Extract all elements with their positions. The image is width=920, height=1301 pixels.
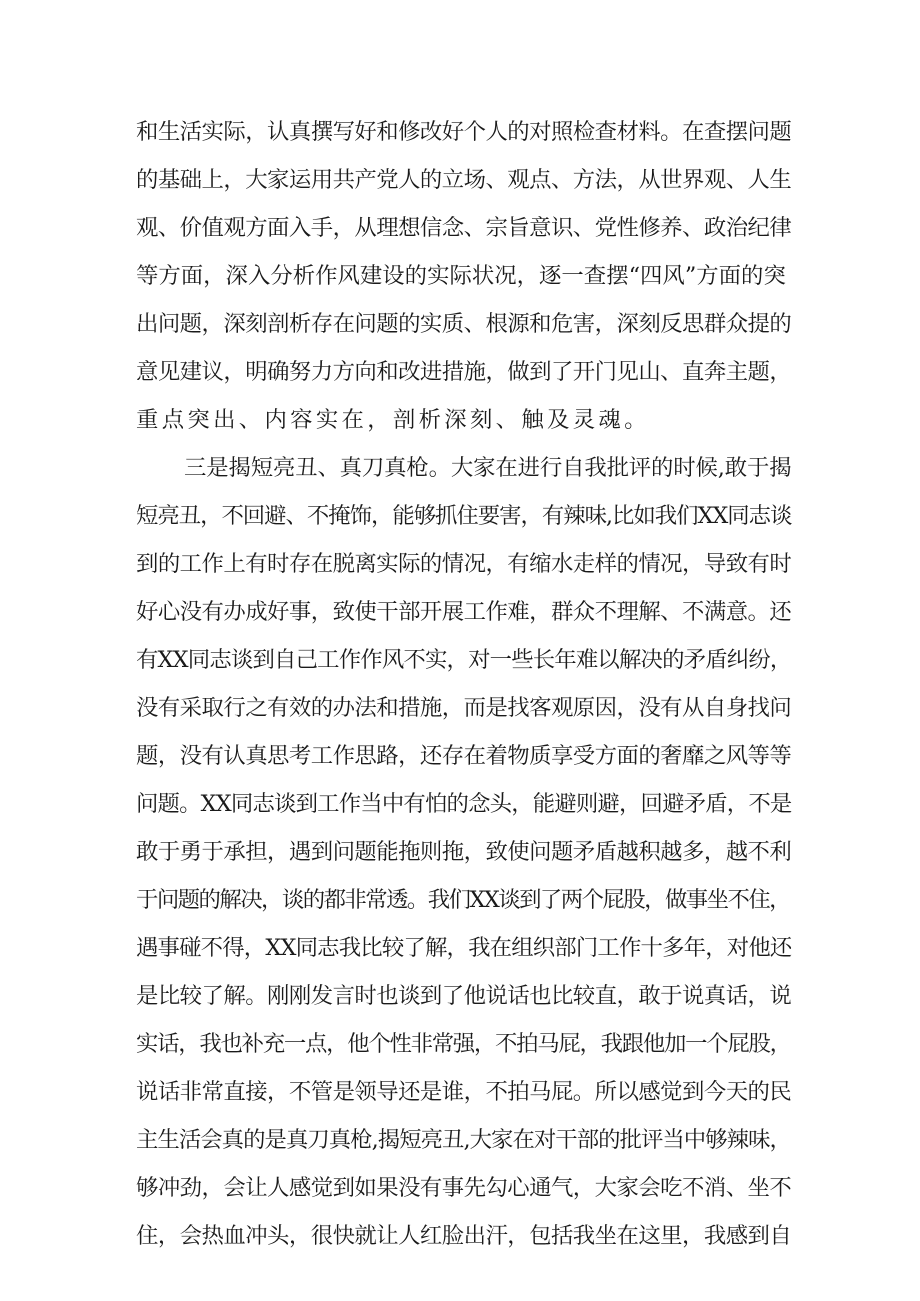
text-line: 出问题，深刻剖析存在问题的实质、根源和危害，深刻反思群众提的: [136, 311, 792, 337]
text-line: 说话非常直接，不管是领导还是谁，不拍马屁。所以感觉到今天的民: [136, 1079, 792, 1105]
text-line: 够冲劲，会让人感觉到如果没有事先勾心通气，大家会吃不消、坐不: [136, 1175, 792, 1201]
text-line: 实话，我也补充一点，他个性非常强，不拍马屁，我跟他加一个屁股，: [136, 1031, 791, 1057]
text-line: 敢于勇于承担，遇到问题能拖则拖，致使问题矛盾越积越多，越不利: [136, 839, 792, 865]
text-line: 短亮丑，不回避、不掩饰，能够抓住要害，有辣味,比如我们XX同志谈: [136, 503, 792, 529]
text-line: 到的工作上有时存在脱离实际的情况，有缩水走样的情况，导致有时: [136, 551, 792, 577]
text-line: 没有采取行之有效的办法和措施，而是找客观原因，没有从自身找问: [136, 695, 792, 721]
text-line: 于问题的解决，谈的都非常透。我们XX谈到了两个屁股，做事坐不住，: [136, 887, 790, 913]
text-line: 有XX同志谈到自己工作作风不实，对一些长年难以解决的矛盾纠纷，: [136, 647, 792, 673]
text-line: 意见建议，明确努力方向和改进措施，做到了开门见山、直奔主题，: [136, 359, 792, 385]
text-line: 等方面，深入分析作风建设的实际状况，逐一查摆“四风”方面的突: [136, 263, 786, 289]
text-line: 问题。XX同志谈到工作当中有怕的念头，能避则避，回避矛盾，不是: [136, 791, 792, 817]
text-line: 题，没有认真思考工作思路，还存在着物质享受方面的奢靡之风等等: [136, 743, 792, 769]
text-line: 住，会热血冲头，很快就让人红脸出汗，包括我坐在这里，我感到自: [136, 1223, 792, 1249]
text-line: 好心没有办成好事，致使干部开展工作难，群众不理解、不满意。还: [136, 599, 792, 625]
text-line: 遇事碰不得，XX同志我比较了解，我在组织部门工作十多年，对他还: [136, 935, 792, 961]
text-line: 是比较了解。刚刚发言时也谈到了他说话也比较直，敢于说真话，说: [136, 983, 792, 1009]
text-line: 主生活会真的是真刀真枪,揭短亮丑,大家在对干部的批评当中够辣味，: [136, 1127, 791, 1153]
text-line: 观、价值观方面入手，从理想信念、宗旨意识、党性修养、政治纪律: [136, 215, 792, 241]
text-line: 的基础上，大家运用共产党人的立场、观点、方法，从世界观、人生: [136, 167, 792, 193]
text-line: 和生活实际，认真撰写好和修改好个人的对照检查材料。在查摆问题: [136, 119, 792, 145]
paragraph-first-line: 三是揭短亮丑、真刀真枪。大家在进行自我批评的时候,敢于揭: [184, 455, 792, 481]
text-line: 重点突出、内容实在，剖析深刻、触及灵魂。: [136, 407, 650, 433]
